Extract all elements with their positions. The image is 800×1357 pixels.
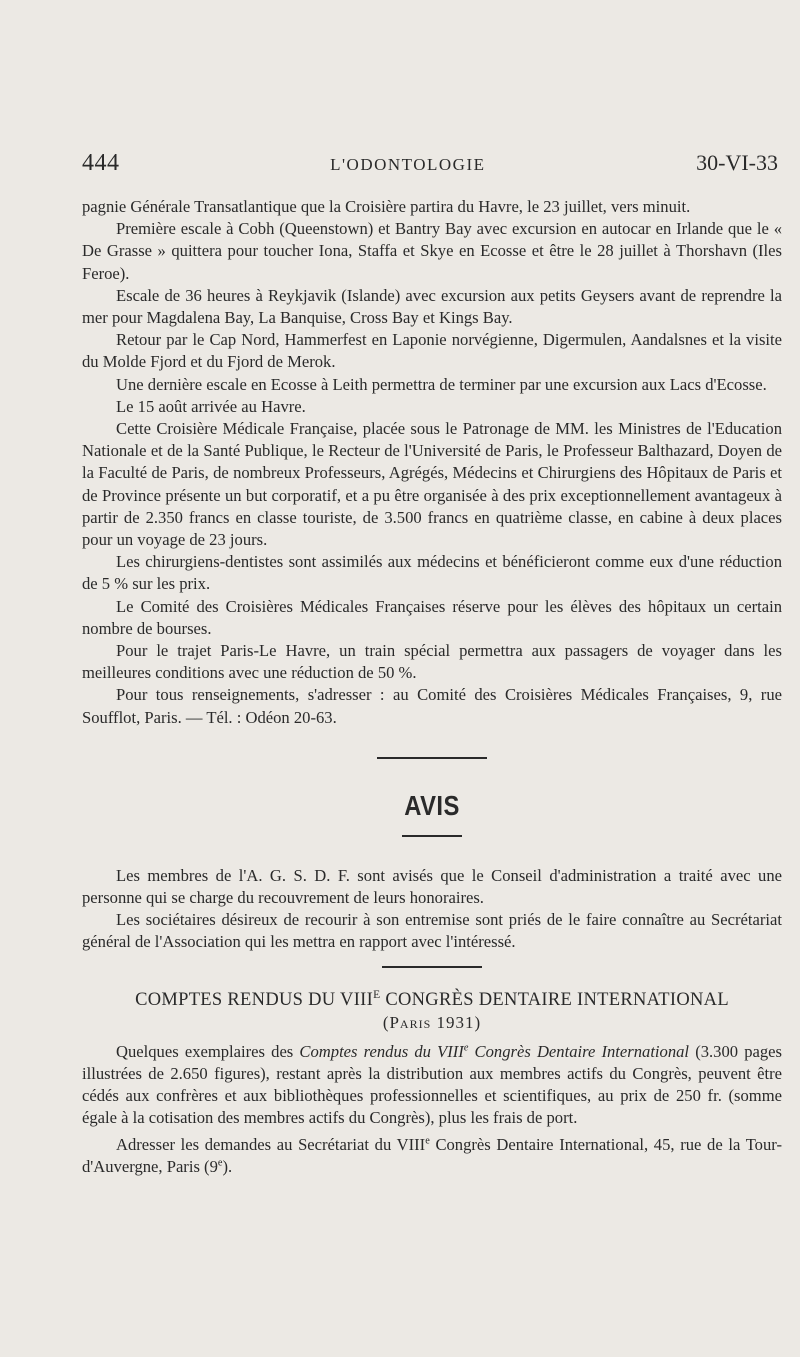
paragraph: pagnie Générale Transatlantique que la Croisière partira du Havre, le 23 juillet, vers minuit. [82, 197, 691, 216]
body-text [82, 196, 782, 1178]
paragraph: Quelques exemplaires des Comptes rendus du VIIIe Congrès Dentaire International (3.300 pages illustrées de 2.650 figures), restant après la distribution aux membres actifs du Congrès, peuvent être cédés aux confrères et aux bibliothèques professionnelles et scientifiques, au prix de 250 fr. (somme égale à la cotisation des membres actifs du Congrès), plus les frais de port. [82, 1041, 782, 1128]
paragraph: Escale de 36 heures à Reykjavik (Islande) avec excursion aux petits Geysers avant de reprendre la mer pour Magdalena Bay, La Banquise, Cross Bay et Kings Bay. [82, 285, 782, 328]
comptes-section [82, 1041, 782, 1178]
paragraph: Pour le trajet Paris-Le Havre, un train spécial permettra aux passagers de voyager dans les meilleures conditions avec une réduction de 50 %. [82, 641, 782, 683]
divider-rule [377, 757, 487, 759]
paragraph: Le 15 août arrivée au Havre. [116, 396, 306, 416]
paragraph: Cette Croisière Médicale Française, placée sous le Patronage de MM. les Ministres de l'Education Nationale et de la Santé Publique, le Recteur de l'Université de Paris, le Professeur Balthazard, Doyen de la Faculté de Paris, de nombreux Professeurs, Agrégés, Médecins et Chirurgiens des Hôpitaux de Paris et de Province présente un but corporatif, et a pu être organisée à des prix exceptionnellement avantageux à partir de 2.350 francs en classe touriste, de 3.500 francs en quatrième classe, en cabine à deux places pour un voyage de 23 jours. [82, 419, 782, 550]
divider-rule [402, 835, 462, 837]
paragraph: Adresser les demandes au Secrétariat du VIIIe Congrès Dentaire International, 45, rue de la Tour-d'Auvergne, Paris (9e). [82, 1134, 782, 1176]
paragraph: Les membres de l'A. G. S. D. F. sont avisés que le Conseil d'administration a traité avec une personne qui se charge du recouvrement de leurs honoraires. [82, 865, 782, 908]
divider-rule [382, 966, 482, 968]
avis-section [82, 865, 782, 954]
paragraph: Retour par le Cap Nord, Hammerfest en Laponie norvégienne, Digermulen, Aandalsnes et la visite du Molde Fjord et du Fjord de Merok. [82, 330, 782, 372]
page-header [82, 150, 778, 177]
page-number: 444 [82, 150, 120, 176]
running-title: L'ODONTOLOGIE [330, 155, 486, 174]
issue-date: 30-VI-33 [696, 150, 778, 175]
section-subtitle: (Paris 1931) [382, 1012, 482, 1032]
paragraph: Les sociétaires désireux de recourir à son entremise sont priés de le faire connaître au Secrétariat général de l'Association qui les mettra en rapport avec l'intéressé. [82, 910, 782, 952]
paragraph: Première escale à Cobh (Queenstown) et Bantry Bay avec excursion en autocar en Irlande que le « De Grasse » quittera pour toucher Iona, Staffa et Skye en Ecosse et être le 28 juillet à Thorshavn (Iles Feroe). [82, 219, 782, 283]
section-title: COMPTES RENDUS DU $VIII^E$ CONGRÈS DENTAIRE INTERNATIONAL [135, 988, 729, 1010]
avis-heading: AVIS [404, 789, 460, 821]
paragraph: Pour tous renseignements, s'adresser : au Comité des Croisières Médicales Françaises, 9, rue Soufflot, Paris. — Tél. : Odéon 20-63. [82, 685, 782, 727]
paragraph: Une dernière escale en Ecosse à Leith permettra de terminer par une excursion aux Lacs d'Ecosse. [116, 374, 767, 394]
paragraph: Les chirurgiens-dentistes sont assimilés aux médecins et bénéficieront comme eux d'une réduction de 5 % sur les prix. [82, 552, 782, 594]
paragraph: Le Comité des Croisières Médicales Françaises réserve pour les élèves des hôpitaux un certain nombre de bourses. [82, 596, 782, 638]
